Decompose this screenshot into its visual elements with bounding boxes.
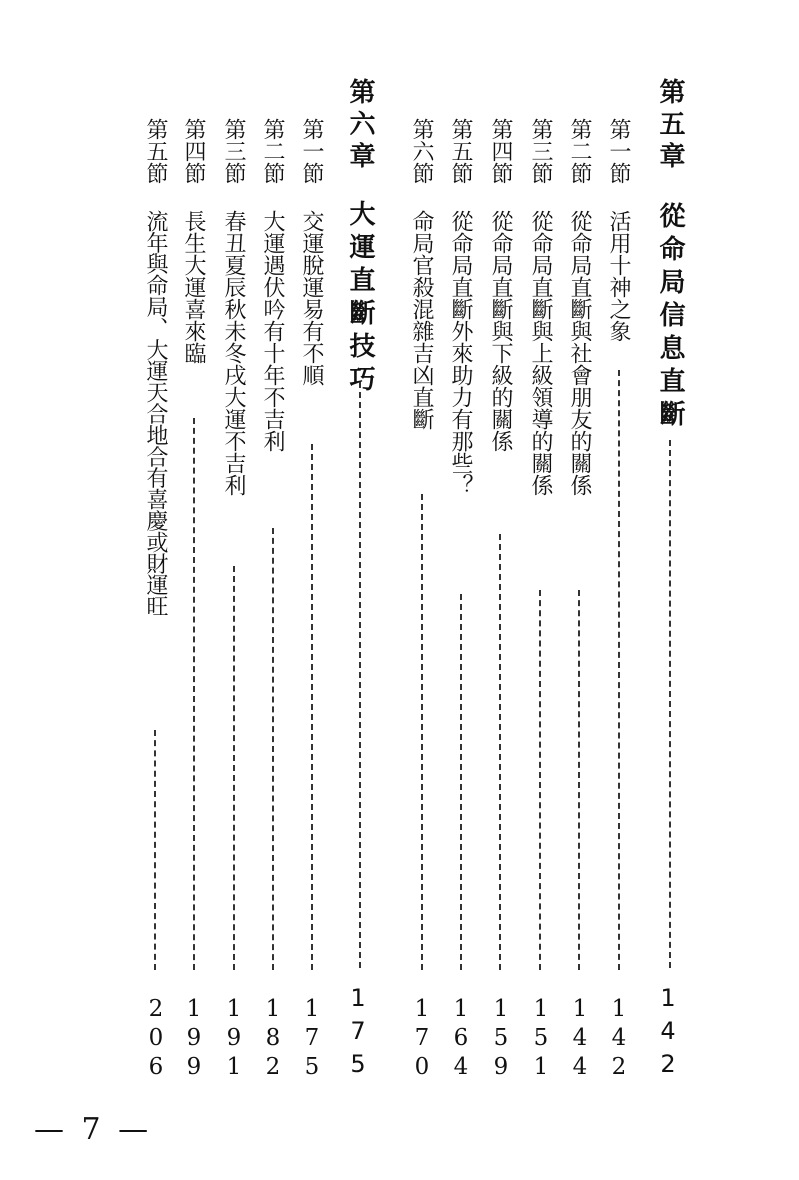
section-label: 第一節 <box>606 118 631 184</box>
section-title: 交運脫運易有不順 <box>299 210 324 386</box>
toc-entry[interactable] <box>173 0 213 364</box>
section-label: 第五節 <box>448 118 473 184</box>
section-title: 從命局直斷與下級的關係 <box>488 210 513 452</box>
section-page: 191 <box>221 996 247 1083</box>
section-leader <box>539 590 541 970</box>
chapter-6-page: 175 <box>344 984 372 1083</box>
toc-entry[interactable] <box>520 0 560 496</box>
chapter-5-page: 142 <box>654 984 682 1083</box>
section-page: 199 <box>181 996 207 1083</box>
section-title: 活用十神之象 <box>606 210 631 342</box>
section-page: 164 <box>448 996 474 1083</box>
section-title: 流年與命局、大運天合地合有喜慶或財運旺 <box>143 210 168 617</box>
section-leader <box>421 494 423 970</box>
chapter-5-label: 第五章 <box>655 78 685 174</box>
chapter-6-heading[interactable] <box>340 0 380 398</box>
section-title: 大運遇伏吟有十年不吉利 <box>260 210 285 452</box>
section-title: 長生大運喜來臨 <box>181 210 206 364</box>
section-leader <box>618 370 620 970</box>
toc-entry[interactable] <box>440 0 480 496</box>
section-leader <box>233 566 235 970</box>
toc-entry[interactable] <box>135 0 175 617</box>
section-title: 從命局直斷與上級領導的關係 <box>528 210 553 496</box>
section-page: 151 <box>528 996 554 1083</box>
section-label: 第四節 <box>488 118 513 184</box>
section-leader <box>499 534 501 970</box>
section-label: 第四節 <box>181 118 206 184</box>
section-label: 第三節 <box>221 118 246 184</box>
section-leader <box>272 528 274 970</box>
section-label: 第一節 <box>299 118 324 184</box>
section-leader <box>193 418 195 970</box>
toc-entry[interactable] <box>213 0 253 496</box>
chapter-6-label: 第六章 <box>345 78 375 174</box>
section-title: 從命局直斷與社會朋友的關係 <box>567 210 592 496</box>
section-title: 春丑夏辰秋未冬戌大運不吉利 <box>221 210 246 496</box>
section-page: 144 <box>567 996 593 1083</box>
toc-entry[interactable] <box>401 0 441 430</box>
section-leader <box>460 594 462 970</box>
section-page: 142 <box>606 996 632 1083</box>
section-label: 第六節 <box>409 118 434 184</box>
page-number: — 7 — <box>34 1112 153 1147</box>
section-label: 第五節 <box>143 118 168 184</box>
chapter-6-title: 大運直斷技巧 <box>345 200 375 398</box>
section-leader <box>311 444 313 970</box>
toc-entry[interactable] <box>252 0 292 452</box>
section-page: 170 <box>409 996 435 1083</box>
section-page: 175 <box>299 996 325 1083</box>
chapter-5-title: 從命局信息直斷 <box>655 202 685 433</box>
section-page: 159 <box>488 996 514 1083</box>
section-page: 182 <box>260 996 286 1083</box>
section-label: 第二節 <box>260 118 285 184</box>
section-page: 206 <box>143 996 169 1083</box>
section-title: 命局官殺混雜吉凶直斷 <box>409 210 434 430</box>
chapter-6-leader <box>359 382 361 968</box>
toc-entry[interactable] <box>559 0 599 496</box>
section-label: 第三節 <box>528 118 553 184</box>
toc-entry[interactable] <box>480 0 520 452</box>
section-title: 從命局直斷外來助力有那些？ <box>448 210 473 496</box>
chapter-5-leader <box>669 440 671 968</box>
section-label: 第二節 <box>567 118 592 184</box>
section-leader <box>578 590 580 970</box>
toc-entry[interactable] <box>598 0 638 342</box>
toc-entry[interactable] <box>291 0 331 386</box>
section-leader <box>154 730 156 970</box>
chapter-5-heading[interactable] <box>650 0 690 433</box>
